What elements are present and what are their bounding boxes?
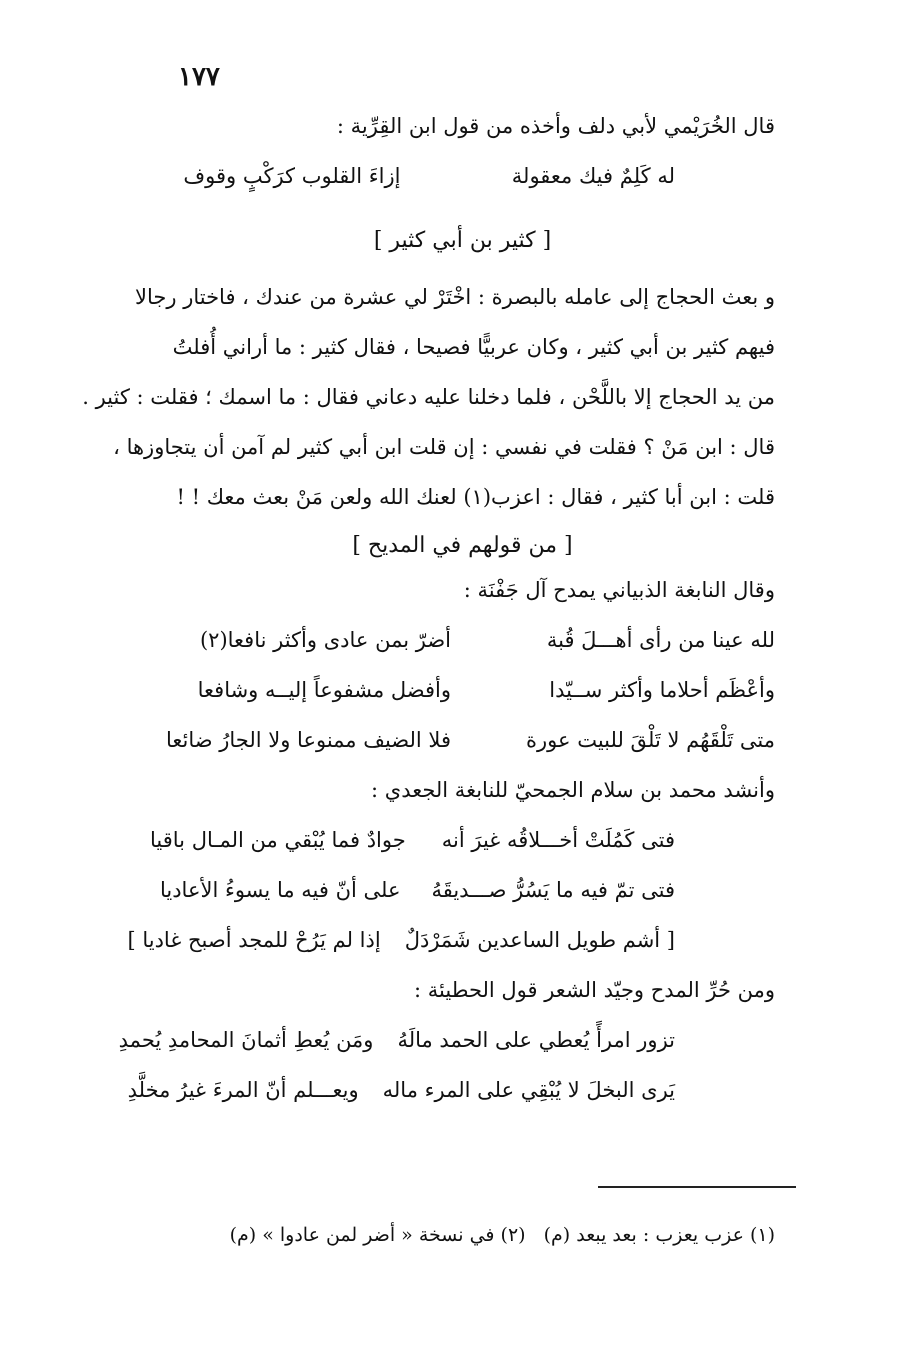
page-content (82, 112, 775, 1126)
verse-first-hemistich: متى تَلْقَهُم لا تَلْقَ للبيت عورة (526, 728, 775, 752)
verse-first-hemistich: فتى كَمُلَتْ أخـــلاقُه غيرَ أنه (441, 828, 675, 852)
verse-first-hemistich: فتى تمّ فيه ما يَسُرُّ صـــديقَهُ (431, 878, 675, 902)
prose-line: فيهم كثير بن أبي كثير ، وكان عربيًّا فصيحا ، فقال كثير : ما أراني أُفلتُ (172, 335, 775, 359)
verse-line (150, 162, 775, 190)
verse-line (127, 1076, 775, 1104)
prose-line: قال : ابن مَنْ ؟ فقلت في نفسي : إن قلت ابن أبي كثير لم آمن أن يتجاوزها ، (113, 435, 775, 459)
verse-first-hemistich: له كَلِمٌ فيك معقولة (511, 164, 675, 188)
verse-line (150, 676, 775, 704)
verse-line (127, 926, 775, 954)
verse-first-hemistich: وأعْظَم أحلاما وأكثر ســيّدا (549, 678, 775, 702)
verse-line (150, 726, 775, 754)
verse-line (150, 626, 775, 654)
prose-line: من يد الحجاج إلا باللَّحْن ، فلما دخلنا عليه دعاني فقال : ما اسمك ؛ فقلت : كثير . (82, 385, 775, 409)
verse-line (118, 1026, 775, 1054)
prose-line: قلت : ابن أبا كثير ، فقال : اعزب(١) لعنك الله ولعن مَنْ بعث معك ! ! (176, 485, 775, 509)
verse-line (150, 876, 775, 904)
verse-first-hemistich: [ أشم طويل الساعدين شَمَرْدَلٌ (404, 928, 675, 952)
verse-second-hemistich: وأفضل مشفوعاً إليــه وشافعا (197, 678, 451, 702)
verse-line (150, 826, 775, 854)
verse-first-hemistich: يَرى البخلَ لا يُبْقِي على المرء ماله (382, 1078, 675, 1102)
footnote-1: (١) عزب يعزب : بعد يبعد (م) (543, 1224, 775, 1246)
intro-line: وأنشد محمد بن سلام الجمحيّ للنابغة الجعدي : (371, 778, 775, 802)
verse-second-hemistich: ومَن يُعطِ أثمانَ المحامدِ يُحمدِ (118, 1028, 374, 1052)
verse-first-hemistich: تزور امرأً يُعطي على الحمد مالَهُ (397, 1028, 675, 1052)
section-heading: [ كثير بن أبي كثير ] (373, 228, 552, 253)
verse-second-hemistich: ويعـــلم أنّ المرءَ غيرُ مخلَّدِ (127, 1078, 359, 1102)
verse-second-hemistich: إزاءَ القلوب كرَكْبٍ وقوف (183, 164, 401, 188)
verse-second-hemistich: على أنّ فيه ما يسوءُ الأعاديا (159, 878, 401, 902)
verse-second-hemistich: إذا لم يَرُحْ للمجد أصبح غاديا ] (127, 928, 381, 952)
prose-line: و بعث الحجاج إلى عامله بالبصرة : اخْتَرْ لي عشرة من عندك ، فاختار رجالا (135, 285, 775, 309)
intro-line: ومن حُرِّ المدح وجيّد الشعر قول الحطيئة : (414, 978, 775, 1002)
verse-second-hemistich: جوادٌ فما يُبْقي من المـال باقيا (150, 828, 406, 852)
page-number: ١٧٧ (178, 62, 220, 92)
footnote-2: (٢) في نسخة « أضر لمن عادوا » (م) (229, 1224, 526, 1246)
verse-first-hemistich: لله عينا من رأى أهـــلَ قُبة (546, 628, 775, 652)
intro-line: قال الخُرَيْمي لأبي دلف وأخذه من قول ابن القِرِّية : (336, 114, 775, 138)
footnote-divider (598, 1186, 796, 1188)
verse-second-hemistich: أضرّ بمن عادى وأكثر نافعا(٢) (199, 628, 451, 652)
intro-line: وقال النابغة الذبياني يمدح آل جَفْنَة : (463, 578, 775, 602)
footnotes (150, 1222, 775, 1248)
section-heading: [ من قولهم في المديح ] (352, 533, 573, 558)
verse-second-hemistich: فلا الضيف ممنوعا ولا الجارُ ضائعا (165, 728, 451, 752)
